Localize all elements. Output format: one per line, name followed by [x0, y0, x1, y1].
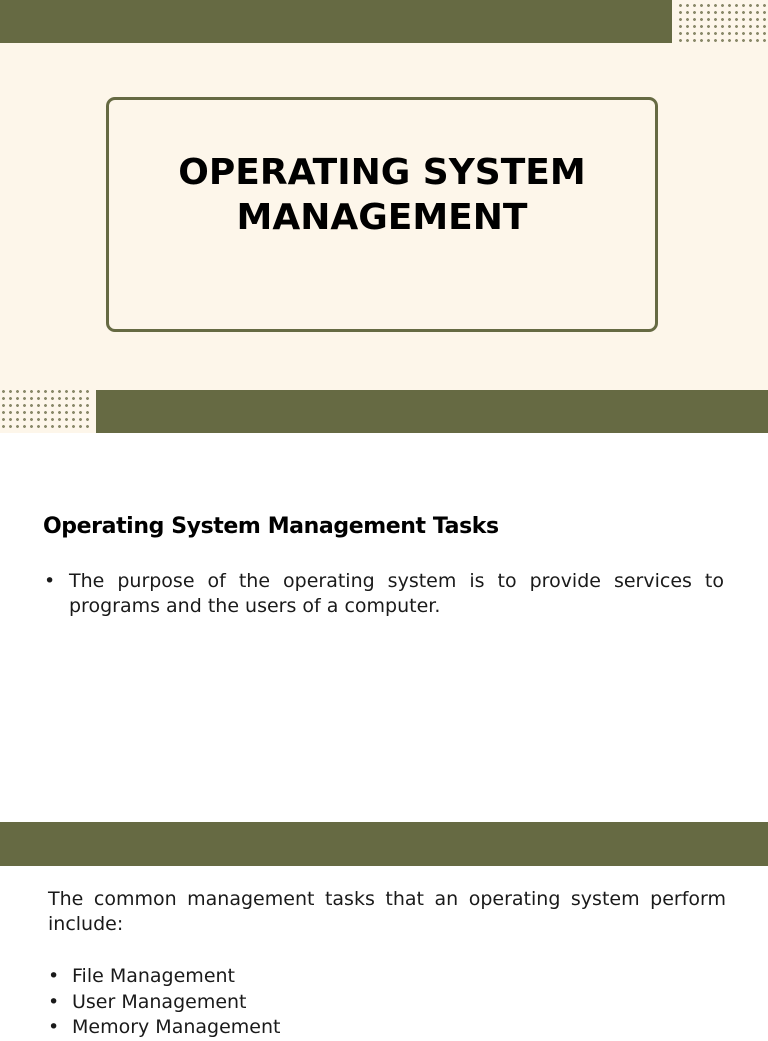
title-line-2: MANAGEMENT: [236, 197, 528, 238]
slide3-accent-bar: [0, 822, 768, 866]
title-line-1: OPERATING SYSTEM: [178, 152, 586, 193]
section-heading: Operating System Management Tasks: [43, 514, 499, 539]
dot-pattern-bottom-left: [0, 388, 92, 432]
list-item: • Memory Management: [48, 1015, 280, 1041]
top-accent-bar: [0, 0, 672, 43]
tasks-intro: The common management tasks that an operating system perform include:: [48, 888, 726, 935]
purpose-bullet: [44, 569, 724, 619]
list-item: • File Management: [48, 964, 280, 990]
dot-pattern-top-right: [677, 2, 768, 44]
bullet-dot: •: [44, 570, 56, 592]
purpose-text: The purpose of the operating system is to provide services to programs and the users of a computer.: [69, 570, 724, 617]
title-slide: [0, 0, 768, 433]
slide-title: [106, 150, 658, 240]
bottom-accent-bar: [96, 390, 768, 433]
tasks-list: [48, 964, 280, 1041]
list-item: • User Management: [48, 990, 280, 1016]
